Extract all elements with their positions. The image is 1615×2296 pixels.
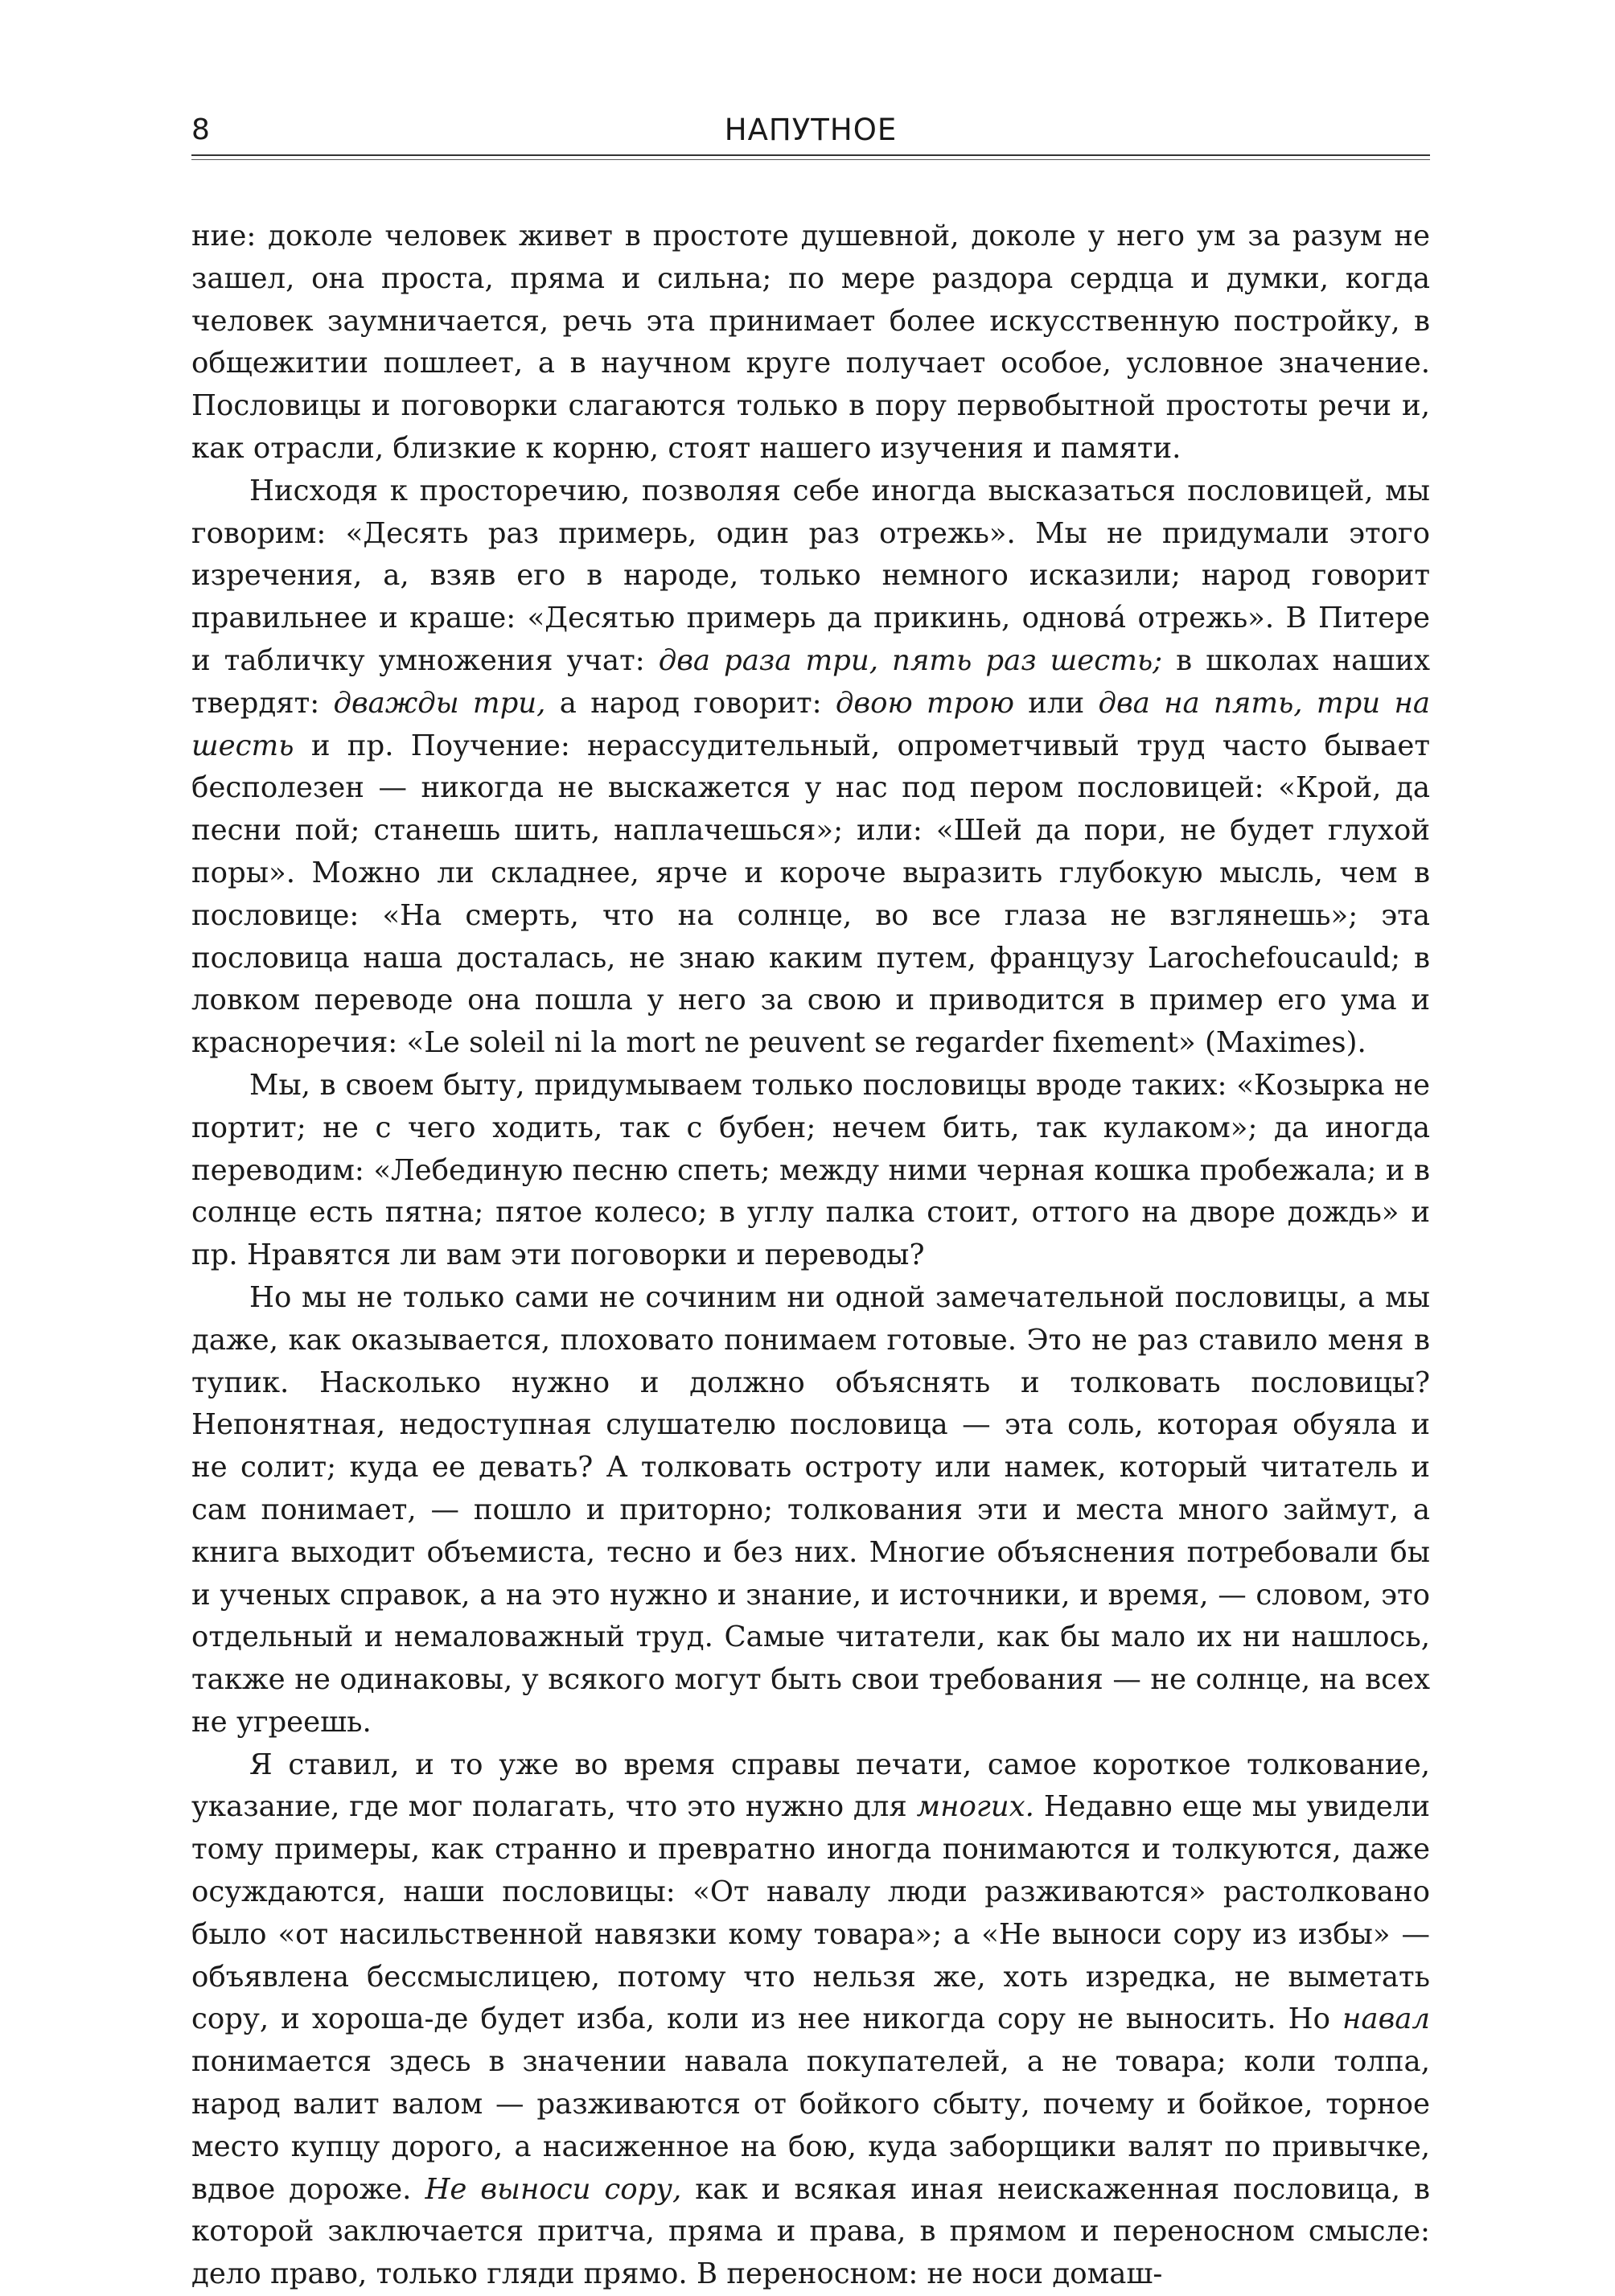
paragraph-text: Мы, в своем быту, придумываем только пословицы вроде таких: «Козырка не портит; не с чего ходить, так с бубен; нечем бить, так кулаком»; да иногда переводим: «Лебединую песню спеть; между ними черная кошка пробежала; и в солнце есть пятна; пятое колесо; в углу палка стоит, оттого на дворе дождь» и пр. Нравятся ли вам эти поговорки и переводы?: [191, 1068, 1430, 1272]
italic-text: Не выноси сору,: [425, 2172, 682, 2206]
paragraph: [191, 1277, 1430, 1744]
paragraph-text: а народ говорит:: [545, 686, 836, 720]
paragraph-text: понимается здесь в значении навала покупателей, а не товара; коли толпа, народ валит валом — разживаются от бойкого сбыту, почему и бойкое, торное место купцу дорого, а насиженное на бою, куда заборщики валят по привычке, вдвое дороже.: [191, 2045, 1430, 2206]
paragraph: [191, 1744, 1430, 2296]
page-header: [191, 111, 1430, 156]
italic-text: два раза три, пять раз шесть;: [658, 643, 1163, 677]
header-rule: [191, 154, 1430, 156]
paragraph-text: в школах наших твердят:: [191, 643, 1431, 720]
page-number: 8: [191, 113, 210, 146]
italic-text: многих.: [916, 1790, 1034, 1824]
paragraph: [191, 216, 1430, 470]
paragraph-text: Недавно еще мы увидели тому примеры, как странно и превратно иногда понимаются и толкуются, даже осуждаются, наши пословицы: «От навалу люди разживаются» растолковано было «от насильственной навязки кому товара»; а «Не выноси сору из избы» — объявлена бессмыслицею, потому что нельзя же, хоть изредка, не выметать сору, и хороша-де будет изба, коли из нее никогда сору не выносить. Но: [191, 1790, 1430, 2036]
italic-text: два на пять, три на шесть: [191, 686, 1430, 762]
paragraph-text: ние: доколе человек живет в простоте душевной, доколе у него ум за разум не зашел, она проста, пряма и сильна; по мере раздора сердца и думки, когда человек заумничается, речь эта принимает более искусственную постройку, в общежитии пошлеет, а в научном круге получает особое, условное значение. Пословицы и поговорки слагаются только в пору первобытной простоты речи и, как отрасли, близкие к корню, стоят нашего изучения и памяти.: [191, 220, 1430, 465]
paragraph: [191, 470, 1430, 1065]
paragraph-text: как и всякая иная неискаженная пословица, в которой заключается притча, пряма и права, в прямом и переносном смысле: дело право, только гляди прямо. В переносном: не носи домаш-: [191, 2172, 1431, 2291]
paragraph-text: Я ставил, и то уже во время справы печати, самое короткое толкование, указание, где мог полагать, что это нужно для: [191, 1748, 1430, 1824]
running-title: НАПУТНОЕ: [724, 113, 898, 147]
paragraph-text: Нисходя к просторечию, позволяя себе иногда высказаться пословицей, мы говорим: «Десять раз примерь, один раз отрежь». Мы не придумали этого изречения, а, взяв его в народе, только немного исказили; народ говорит правильнее и краше: «Десятью примерь да прикинь, однова́ отрежь». В Питере и табличку умножения учат:: [191, 474, 1430, 677]
paragraph-text: и пр. Поучение: нерассудительный, опрометчивый труд часто бывает бесполезен — никогда не выскажется у нас под пером пословицей: «Крой, да песни пой; станешь шить, наплачешься»; или: «Шей да пори, не будет глухой поры». Можно ли складнее, ярче и короче выразить глубокую мысль, чем в пословице: «На смерть, что на солнце, во все глаза не взглянешь»; эта пословица наша досталась, не знаю каким путем, французу Larochefoucauld; в ловком переводе она пошла у него за свою и приводится в пример его ума и красноречия: «Le soleil ni la mort ne peuvent se regarder fixement» (Maximes).: [191, 729, 1430, 1060]
paragraph: [191, 1065, 1430, 1277]
body-text: [191, 216, 1430, 2296]
italic-text: дважды три,: [333, 686, 546, 720]
header-rule-thin: [191, 159, 1430, 160]
italic-text: навал: [1342, 2002, 1430, 2036]
italic-text: двою трою: [835, 686, 1015, 720]
paragraph-text: Но мы не только сами не сочиним ни одной замечательной пословицы, а мы даже, как оказывается, плоховато понимаем готовые. Это не раз ставило меня в тупик. Насколько нужно и должно объяснять и толковать пословицы? Непонятная, недоступная слушателю пословица — эта соль, которая обуяла и не солит; куда ее девать? А толковать остроту или намек, который читатель и сам понимает, — пошло и приторно; толкования эти и места много займут, а книга выходит объемиста, тесно и без них. Многие объяснения потребовали бы и ученых справок, а на это нужно и знание, и источники, и время, — словом, это отдельный и немаловажный труд. Самые читатели, как бы мало их ни нашлось, также не одинаковы, у всякого могут быть свои требования — не солнце, на всех не угреешь.: [191, 1280, 1430, 1739]
paragraph-text: или: [1014, 686, 1099, 720]
